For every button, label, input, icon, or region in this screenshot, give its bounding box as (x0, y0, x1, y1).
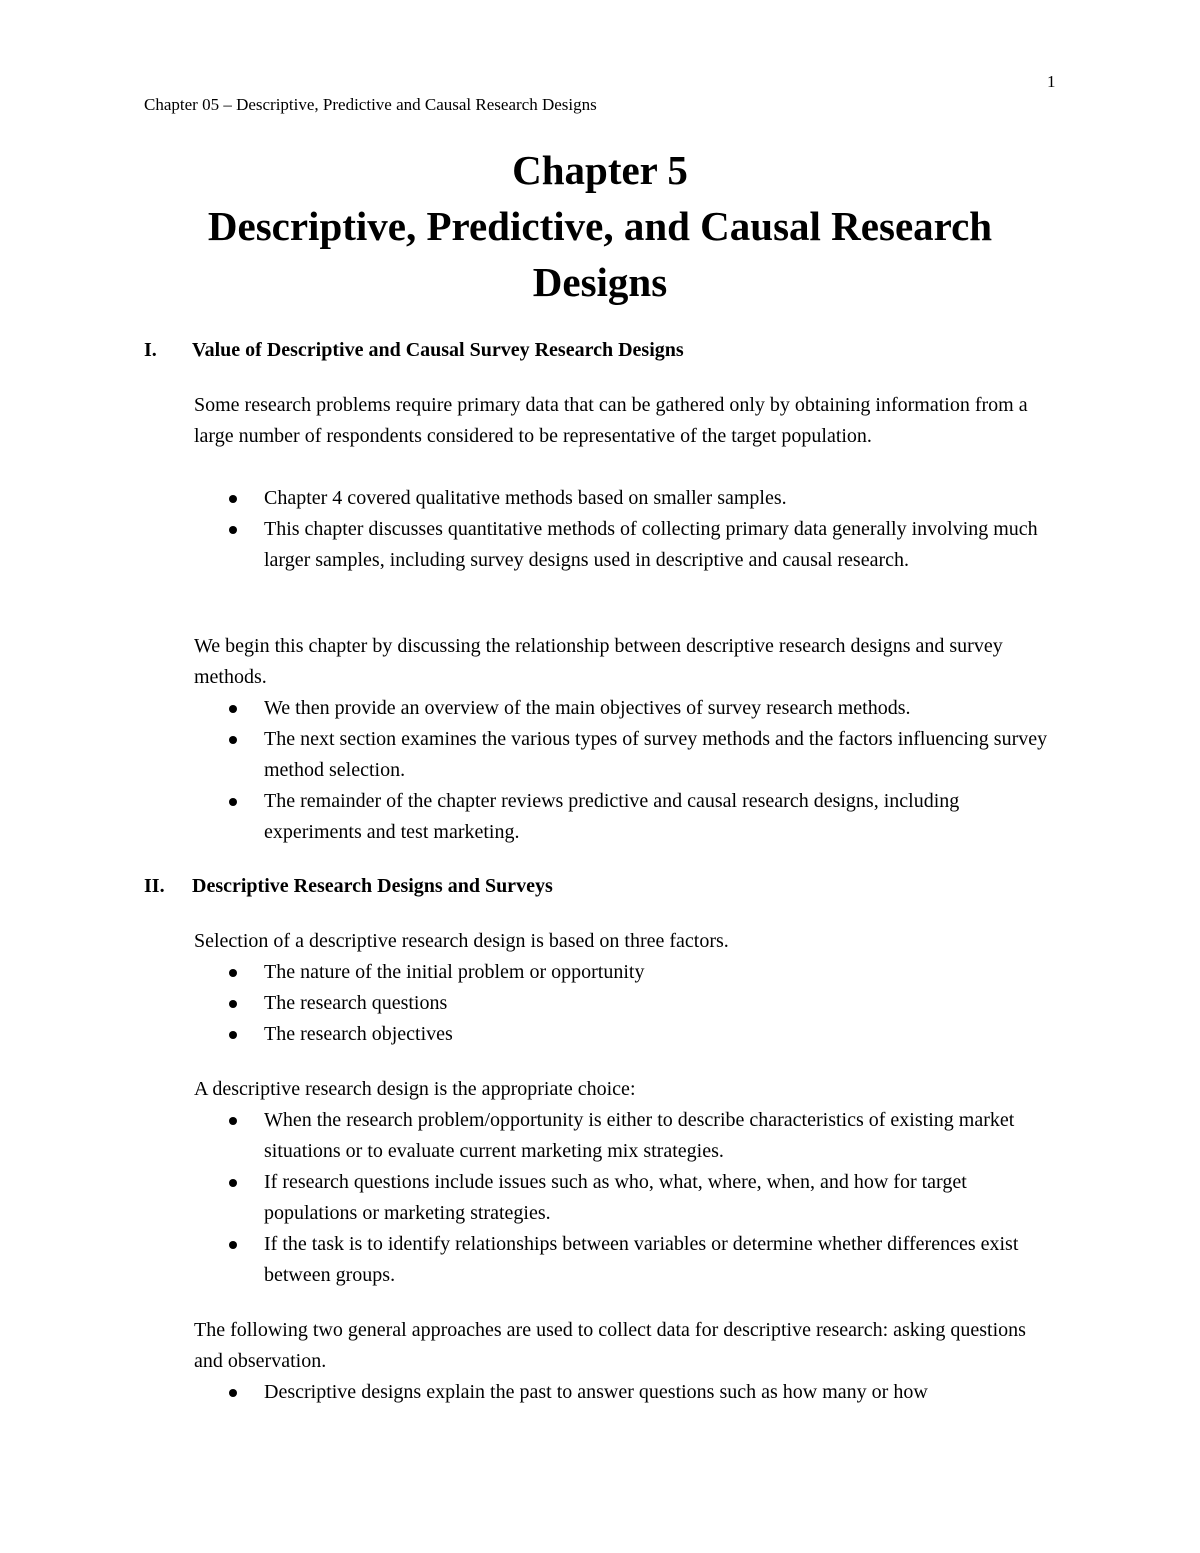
bullet-list (194, 1377, 1054, 1408)
paragraph: Selection of a descriptive research design is based on three factors. (194, 930, 729, 952)
list-item: Chapter 4 covered qualitative methods based on smaller samples. (194, 483, 1054, 514)
paragraph: The following two general approaches are used to collect data for descriptive research: asking questions and observation. (194, 1319, 1026, 1372)
chapter-title (144, 142, 1056, 310)
bullet-icon (229, 1117, 237, 1125)
list-item: If the task is to identify relationships between variables or determine whether differences exist between groups. (194, 1229, 1054, 1291)
bullet-icon (229, 526, 237, 534)
section-title: Descriptive Research Designs and Surveys (192, 875, 553, 897)
list-item: The research objectives (194, 1019, 1054, 1050)
list-item: Descriptive designs explain the past to answer questions such as how many or how (194, 1377, 1054, 1408)
section-heading-2 (144, 873, 553, 899)
chapter-title-line-1: Chapter 5 (512, 147, 688, 193)
section-number: II. (144, 875, 165, 897)
list-item: The nature of the initial problem or opportunity (194, 957, 1054, 988)
bullet-icon (229, 1179, 237, 1187)
list-item: When the research problem/opportunity is either to describe characteristics of existing market situations or to evaluate current marketing mix strategies. (194, 1105, 1054, 1167)
bullet-list (194, 693, 1054, 848)
paragraph: A descriptive research design is the appropriate choice: (194, 1078, 636, 1100)
list-item: If research questions include issues such as who, what, where, when, and how for target populations or marketing strategies. (194, 1167, 1054, 1229)
bullet-icon (229, 798, 237, 806)
bullet-icon (229, 736, 237, 744)
bullet-icon (229, 1000, 237, 1008)
bullet-icon (229, 969, 237, 977)
bullet-list (194, 1105, 1054, 1291)
section-title: Value of Descriptive and Causal Survey Research Designs (192, 339, 684, 361)
running-header: Chapter 05 – Descriptive, Predictive and Causal Research Designs (144, 95, 597, 114)
bullet-icon (229, 1241, 237, 1249)
bullet-list (194, 957, 1054, 1050)
bullet-icon (229, 705, 237, 713)
list-item: The research questions (194, 988, 1054, 1019)
section-number: I. (144, 339, 157, 361)
list-item: The remainder of the chapter reviews predictive and causal research designs, including experiments and test marketing. (194, 786, 1054, 848)
page-number: 1 (1047, 72, 1056, 91)
chapter-title-line-2: Descriptive, Predictive, and Causal Research (207, 203, 993, 249)
chapter-title-line-3: Designs (532, 259, 668, 305)
paragraph: Some research problems require primary data that can be gathered only by obtaining information from a large number of respondents considered to be representative of the target population. (194, 394, 1028, 447)
bullet-icon (229, 1031, 237, 1039)
list-item: This chapter discusses quantitative methods of collecting primary data generally involving much larger samples, including survey designs used in descriptive and causal research. (194, 514, 1054, 576)
bullet-list (194, 483, 1054, 576)
list-item: We then provide an overview of the main objectives of survey research methods. (194, 693, 1054, 724)
list-item: The next section examines the various types of survey methods and the factors influencing survey method selection. (194, 724, 1054, 786)
paragraph: We begin this chapter by discussing the relationship between descriptive research designs and survey methods. (194, 635, 1003, 688)
section-heading-1 (144, 337, 684, 363)
bullet-icon (229, 1389, 237, 1397)
bullet-icon (229, 495, 237, 503)
